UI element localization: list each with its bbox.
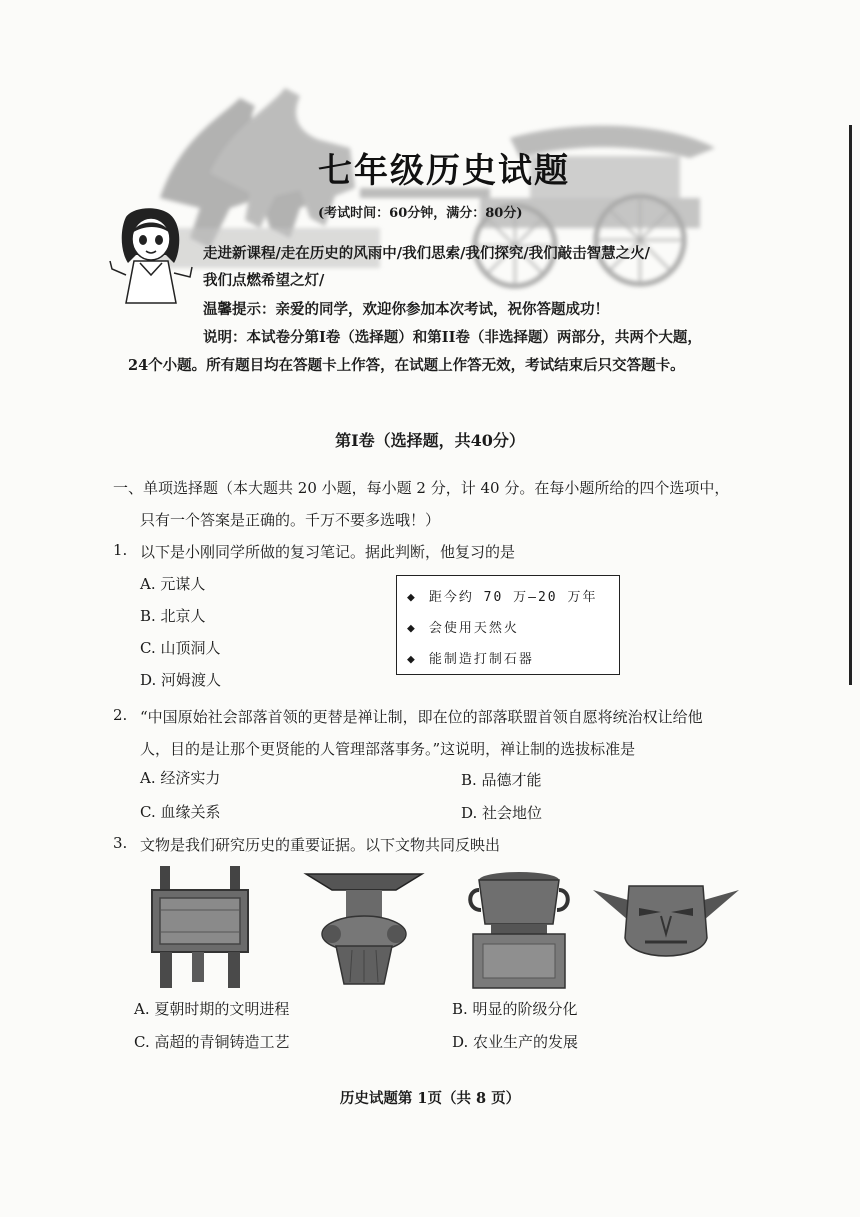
zun-vessel-icon: [302, 868, 426, 986]
motto-line-2: 我们点燃希望之灯/: [203, 272, 325, 289]
instructions-line-1: 说明：本试卷分第I卷（选择题）和第II卷（非选择题）两部分，共两个大题，: [203, 329, 702, 346]
question-2-text-line-1: “中国原始社会部落首领的更替是禅让制，即在位的部落联盟首领自愿将统治权让给他: [140, 708, 703, 726]
square-ding-icon: [146, 864, 254, 990]
student-girl-illustration: [108, 205, 194, 305]
gui-vessel-icon: [467, 866, 571, 990]
section-title: 第I卷（选择题，共40分）: [335, 431, 525, 450]
question-3-text: 文物是我们研究历史的重要证据。以下文物共同反映出: [140, 836, 501, 854]
diamond-bullet-icon: ◆: [407, 621, 415, 636]
exam-title: 七年级历史试题: [318, 151, 570, 191]
warm-tip: 温馨提示：亲爱的同学，欢迎你参加本次考试，祝你答题成功！: [203, 301, 609, 318]
question-2-text-line-2: 人，目的是让那个更贤能的人管理部落事务。”这说明，禅让制的选拔标准是: [140, 740, 636, 758]
question-3-number: 3.: [113, 834, 128, 852]
question-1-option-b[interactable]: B. 北京人: [140, 607, 206, 625]
section-instruction-line-1: 一、单项选择题（本大题共 20 小题，每小题 2 分，计 40 分。在每小题所给的四个选项中，: [113, 479, 730, 497]
page-edge-line: [849, 125, 852, 685]
diamond-bullet-icon: ◆: [407, 652, 415, 667]
diamond-bullet-icon: ◆: [407, 590, 415, 605]
question-2-number: 2.: [113, 706, 128, 724]
question-2-option-a[interactable]: A. 经济实力: [140, 769, 221, 787]
motto-line-1: 走进新课程/走在历史的风雨中/我们思索/我们探究/我们敲击智慧之火/: [203, 245, 650, 262]
section-instruction-line-2: 只有一个答案是正确的。千万不要多选哦！）: [140, 511, 441, 529]
question-2-option-d[interactable]: D. 社会地位: [461, 804, 543, 822]
note-item: ◆ 会使用天然火: [407, 621, 519, 636]
question-3-option-a[interactable]: A. 夏朝时期的文明进程: [134, 1000, 290, 1018]
question-2-option-c[interactable]: C. 血缘关系: [140, 803, 221, 821]
note-item: ◆ 距今约 70 万—20 万年: [407, 590, 598, 605]
question-1-number: 1.: [113, 541, 128, 559]
question-1-option-d[interactable]: D. 河姆渡人: [140, 671, 222, 689]
question-1-option-a[interactable]: A. 元谋人: [140, 575, 206, 593]
question-2-option-b[interactable]: B. 品德才能: [461, 771, 542, 789]
question-3-option-c[interactable]: C. 高超的青铜铸造工艺: [134, 1033, 290, 1051]
question-1-text: 以下是小刚同学所做的复习笔记。据此判断，他复习的是: [140, 543, 516, 561]
page-footer: 历史试题第 1页（共 8 页）: [339, 1090, 521, 1107]
question-3-option-b[interactable]: B. 明显的阶级分化: [452, 1000, 578, 1018]
review-notes-box: [396, 575, 620, 675]
instructions-line-2: 24个小题。所有题目均在答题卡上作答，在试题上作答无效，考试结束后只交答题卡。: [128, 357, 685, 374]
bronze-mask-icon: [591, 876, 741, 972]
question-1-option-c[interactable]: C. 山顶洞人: [140, 639, 221, 657]
note-item: ◆ 能制造打制石器: [407, 652, 534, 667]
exam-subtitle: (考试时间：60分钟，满分：80分): [318, 206, 523, 221]
question-3-option-d[interactable]: D. 农业生产的发展: [452, 1033, 579, 1051]
